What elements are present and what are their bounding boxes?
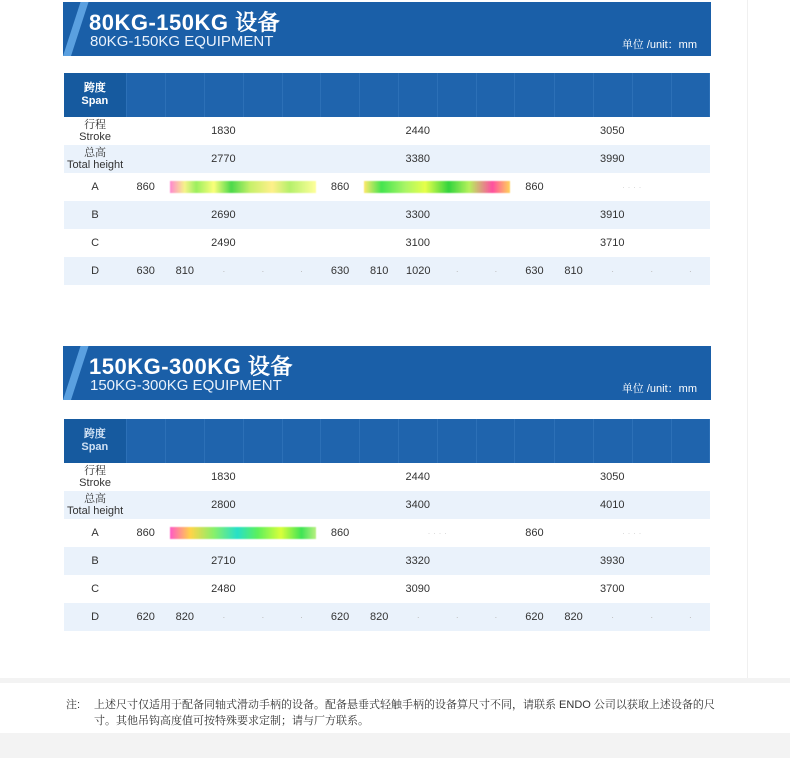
- blurred-cell: [438, 73, 477, 117]
- faded-cell: ·: [632, 603, 671, 631]
- c-value: 3700: [599, 583, 625, 595]
- row-c: [64, 229, 710, 257]
- stroke-value: 2440: [405, 125, 430, 137]
- faded-cell: ·: [438, 603, 477, 631]
- row-a: [64, 519, 710, 547]
- b-value: 2710: [126, 547, 320, 575]
- blurred-cell: [321, 419, 360, 463]
- stroke-value: 3050: [599, 471, 625, 483]
- section-2-header: [63, 346, 711, 400]
- blurred-cell: [321, 73, 360, 117]
- d-value: 620: [515, 603, 554, 631]
- blurred-cell: [477, 419, 515, 463]
- blurred-cell: [126, 73, 165, 117]
- section-2-subtitle: 150KG-300KG EQUIPMENT: [90, 377, 282, 394]
- faded-cell: ·: [282, 257, 320, 285]
- d-value: 820: [165, 603, 204, 631]
- mosaic-block: [165, 519, 320, 547]
- b-value: 3930: [515, 547, 710, 575]
- blurred-cell: [671, 73, 709, 117]
- blurred-cell: [399, 419, 438, 463]
- span-row: [64, 419, 710, 463]
- blurred-cell: [165, 419, 204, 463]
- row-a-label: A: [91, 181, 99, 193]
- b-value: 2690: [126, 201, 320, 229]
- stroke-label: 行程 Stroke: [79, 465, 111, 489]
- blurred-cell: [165, 73, 204, 117]
- c-value: 3090: [405, 583, 430, 595]
- d-value: 820: [360, 603, 399, 631]
- stroke-row: [64, 117, 710, 145]
- total-height-value: 2770: [126, 145, 320, 173]
- d-value: 620: [321, 603, 360, 631]
- blurred-cell: [593, 419, 632, 463]
- d-value: 630: [515, 257, 554, 285]
- blurred-cell: [360, 73, 399, 117]
- c-value: 3710: [599, 237, 625, 249]
- faded-cell: ·: [438, 257, 477, 285]
- d-value: 620: [126, 603, 165, 631]
- total-height-value: 4010: [515, 491, 710, 519]
- row-c: [64, 575, 710, 603]
- span-header: 跨度 Span: [64, 419, 126, 463]
- row-b: [64, 201, 710, 229]
- blurred-cell: [282, 419, 320, 463]
- blurred-cell: [204, 73, 243, 117]
- span-row: [64, 73, 710, 117]
- faded-cell: ·: [632, 257, 671, 285]
- blurred-cell: [399, 73, 438, 117]
- faded-cell: ·: [593, 603, 632, 631]
- stroke-row: [64, 463, 710, 491]
- faded-cell: ·: [593, 257, 632, 285]
- section-1-table: [64, 73, 710, 285]
- section-1-unit: 单位 /unit：mm: [621, 39, 697, 51]
- blurred-cell: [243, 419, 282, 463]
- faded-block: · · · ·: [622, 528, 642, 538]
- faded-cell: ·: [477, 603, 515, 631]
- faded-cell: ·: [243, 603, 282, 631]
- header-accent: [63, 346, 89, 400]
- d-value: 630: [126, 257, 165, 285]
- total-height-value: 3990: [515, 145, 710, 173]
- stroke-value: 3050: [599, 125, 625, 137]
- faded-block: · · · ·: [622, 182, 642, 192]
- blurred-cell: [554, 419, 593, 463]
- blurred-cell: [204, 419, 243, 463]
- a-value: 860: [136, 527, 155, 539]
- row-b-label: B: [64, 201, 126, 229]
- faded-cell: ·: [243, 257, 282, 285]
- row-a-label: A: [91, 527, 99, 539]
- c-value: 2480: [211, 583, 236, 595]
- faded-cell: ·: [671, 603, 709, 631]
- mosaic-block: [360, 173, 515, 201]
- faded-cell: ·: [204, 257, 243, 285]
- header-accent: [63, 2, 89, 56]
- blurred-cell: [632, 73, 671, 117]
- faded-cell: ·: [204, 603, 243, 631]
- b-value: 3320: [321, 547, 515, 575]
- total-height-value: 3380: [321, 145, 515, 173]
- a-value: 860: [525, 527, 544, 539]
- stroke-label: 行程 Stroke: [79, 119, 111, 143]
- c-value: 2490: [211, 237, 236, 249]
- c-value: 3100: [405, 237, 430, 249]
- total-height-row: [64, 145, 710, 173]
- row-b-label: B: [64, 547, 126, 575]
- row-b: [64, 547, 710, 575]
- d-value: 810: [165, 257, 204, 285]
- stroke-value: 2440: [405, 471, 430, 483]
- footnote-label: 注:: [66, 699, 81, 711]
- row-d: [64, 257, 710, 285]
- d-value: 630: [321, 257, 360, 285]
- stroke-value: 1830: [211, 471, 236, 483]
- b-value: 3300: [321, 201, 515, 229]
- faded-cell: ·: [282, 603, 320, 631]
- section-2-title: 150KG-300KG 设备: [89, 354, 293, 379]
- faded-block: · · · ·: [427, 528, 448, 538]
- blurred-cell: [632, 419, 671, 463]
- row-d-label: D: [64, 257, 126, 285]
- section-1-header: [63, 2, 711, 56]
- mosaic-block: [165, 173, 320, 201]
- blurred-cell: [554, 73, 593, 117]
- faded-cell: ·: [477, 257, 515, 285]
- section-2-unit: 单位 /unit：mm: [621, 383, 697, 395]
- footnote-text: 上述尺寸仅适用于配备同轴式滑动手柄的设备。配备悬垂式轻触手柄的设备算尺寸不同，请联系 ENDO 公司以获取上述设备的尺寸。其他吊钩高度值可按特殊要求定制；请与厂方联系。: [94, 699, 715, 727]
- row-d-label: D: [64, 603, 126, 631]
- b-value: 3910: [515, 201, 710, 229]
- blurred-cell: [477, 73, 515, 117]
- section-1-title: 80KG-150KG 设备: [89, 10, 281, 35]
- a-value: 860: [136, 181, 155, 193]
- a-value: 860: [525, 181, 544, 193]
- d-value: 810: [554, 257, 593, 285]
- row-c-label: C: [91, 583, 100, 595]
- total-height-value: 2800: [126, 491, 320, 519]
- blurred-cell: [282, 73, 320, 117]
- row-d: [64, 603, 710, 631]
- row-a: [64, 173, 710, 201]
- a-value: 860: [330, 527, 350, 539]
- blurred-cell: [515, 73, 554, 117]
- d-value: 820: [554, 603, 593, 631]
- total-height-label: 总高 Total height: [64, 491, 126, 519]
- blurred-cell: [438, 419, 477, 463]
- row-c-label: C: [91, 237, 100, 249]
- blurred-cell: [593, 73, 632, 117]
- blurred-cell: [126, 419, 165, 463]
- blurred-cell: [515, 419, 554, 463]
- section-2-table: [64, 419, 710, 631]
- a-value: 860: [330, 181, 350, 193]
- total-height-label: 总高 Total height: [64, 145, 126, 173]
- total-height-row: [64, 491, 710, 519]
- total-height-value: 3400: [321, 491, 515, 519]
- span-header: 跨度 Span: [64, 73, 126, 117]
- faded-cell: ·: [399, 603, 438, 631]
- faded-cell: ·: [671, 257, 709, 285]
- section-1-subtitle: 80KG-150KG EQUIPMENT: [90, 33, 274, 50]
- d-value: 1020: [399, 257, 438, 285]
- blurred-cell: [671, 419, 709, 463]
- blurred-cell: [360, 419, 399, 463]
- blurred-cell: [243, 73, 282, 117]
- d-value: 810: [360, 257, 399, 285]
- stroke-value: 1830: [211, 125, 236, 137]
